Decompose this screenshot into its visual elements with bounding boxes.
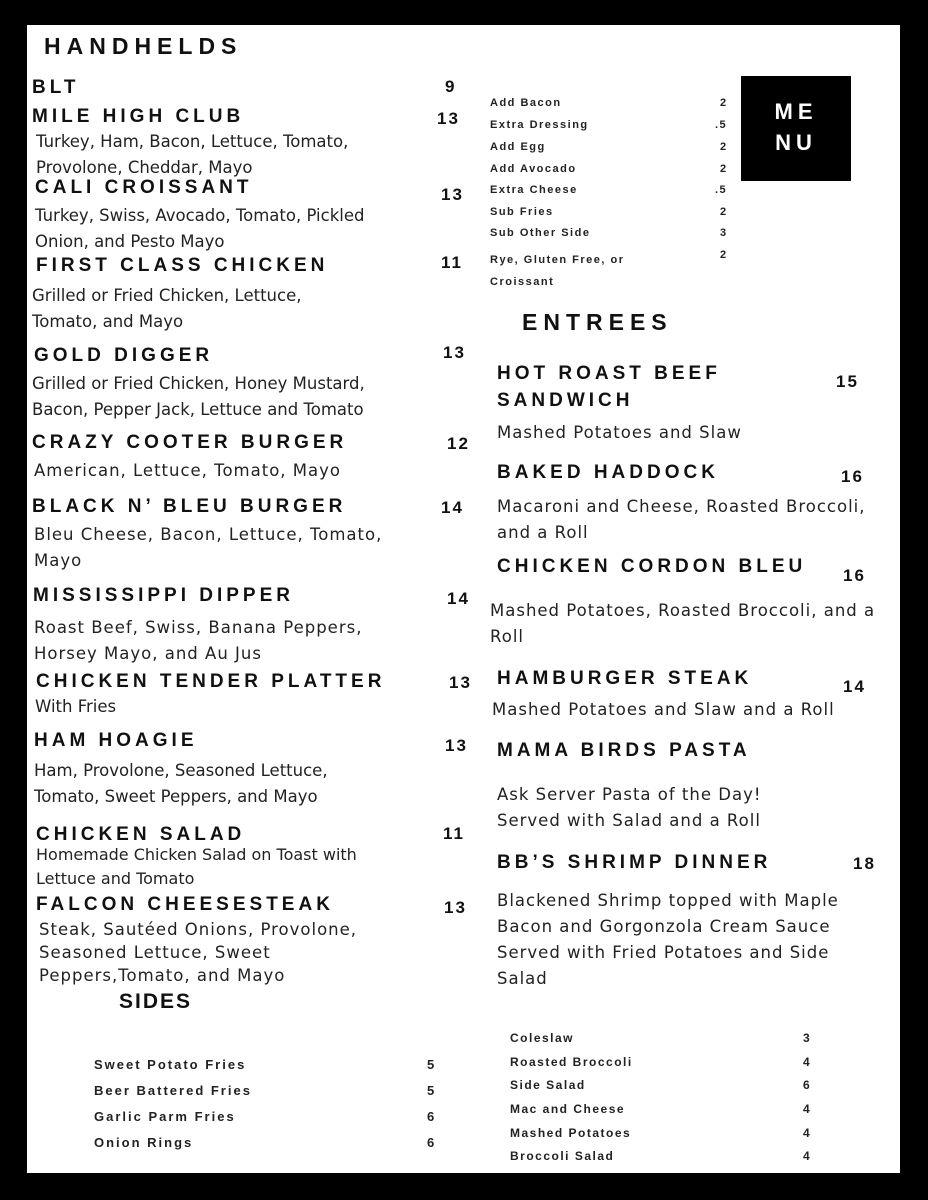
addon-name: Add Avocado [490, 163, 577, 175]
menu-item-description: Turkey, Ham, Bacon, Lettuce, Tomato, Provolone, Cheddar, Mayo [36, 132, 349, 177]
addon-name: Extra Dressing [490, 119, 589, 131]
addon-price: .5 [715, 184, 728, 196]
entree-description: Ask Server Pasta of the Day! Served with Salad and a Roll [497, 785, 762, 830]
side-name: Mac and Cheese [510, 1102, 626, 1116]
side-name: Sweet Potato Fries [94, 1057, 247, 1072]
side-name: Garlic Parm Fries [94, 1109, 236, 1124]
menu-badge [741, 76, 851, 181]
menu-item-price: 11 [443, 824, 465, 843]
menu-item-name: FIRST CLASS CHICKEN [36, 255, 329, 276]
side-name: Onion Rings [94, 1135, 194, 1150]
menu-badge-line2: NU [775, 130, 817, 155]
menu-item-description: Ham, Provolone, Seasoned Lettuce, Tomato, Sweet Peppers, and Mayo [34, 761, 328, 806]
menu-item-price: 14 [441, 498, 464, 517]
addon-price: 2 [720, 163, 728, 175]
menu-item-price: 13 [437, 109, 460, 128]
entree-description: Mashed Potatoes, Roasted Broccoli, and a Roll [490, 601, 876, 646]
side-name: Broccoli Salad [510, 1149, 615, 1163]
side-name: Roasted Broccoli [510, 1055, 633, 1069]
menu-item-description: American, Lettuce, Tomato, Mayo [34, 461, 341, 480]
entree-price: 16 [843, 566, 866, 585]
menu-item-name: FALCON CHEESESTEAK [36, 894, 334, 915]
entree-description: Mashed Potatoes and Slaw and a Roll [492, 700, 835, 719]
menu-item-description: Turkey, Swiss, Avocado, Tomato, Pickled Onion, and Pesto Mayo [35, 206, 365, 251]
addon-name: Add Egg [490, 141, 546, 153]
entree-price: 18 [853, 854, 876, 873]
addon-price: 2 [720, 249, 728, 261]
side-name: Coleslaw [510, 1031, 575, 1045]
addon-price: 2 [720, 141, 728, 153]
entree-name: BAKED HADDOCK [497, 462, 719, 483]
side-price: 6 [803, 1078, 812, 1092]
side-price: 4 [803, 1126, 812, 1140]
menu-item-name: BLACK N’ BLEU BURGER [32, 496, 347, 517]
addon-name: Sub Fries [490, 206, 554, 218]
menu-item-name: GOLD DIGGER [34, 345, 214, 366]
menu-item-price: 11 [441, 253, 463, 272]
addon-price: 3 [720, 227, 728, 239]
addon-price: .5 [715, 119, 728, 131]
menu-item-name: HAM HOAGIE [34, 730, 198, 751]
menu-item-description: Bleu Cheese, Bacon, Lettuce, Tomato, Mayo [34, 525, 383, 570]
addon-name: Add Bacon [490, 97, 562, 109]
addon-price: 2 [720, 206, 728, 218]
side-price: 3 [803, 1031, 812, 1045]
menu-item-name: CHICKEN SALAD [36, 824, 246, 845]
menu-item-price: 9 [445, 77, 457, 96]
handhelds-title: HANDHELDS [44, 33, 243, 59]
entree-description: Mashed Potatoes and Slaw [497, 423, 742, 442]
addon-price: 2 [720, 97, 728, 109]
side-name: Side Salad [510, 1078, 586, 1092]
menu-item-name: MILE HIGH CLUB [32, 106, 245, 127]
menu-item-name: CRAZY COOTER BURGER [32, 432, 348, 453]
entree-name: BB’S SHRIMP DINNER [497, 852, 772, 873]
addon-name: Sub Other Side [490, 227, 591, 239]
addon-name: Rye, Gluten Free, or Croissant [490, 254, 625, 288]
sides-title: SIDES [119, 990, 193, 1013]
menu-item-price: 13 [443, 343, 466, 362]
side-price: 5 [427, 1083, 437, 1098]
menu-item-price: 13 [444, 898, 467, 917]
entrees-title: ENTREES [522, 309, 673, 335]
menu-item-price: 13 [445, 736, 468, 755]
menu-badge-line1: ME [774, 99, 818, 124]
side-name: Mashed Potatoes [510, 1126, 632, 1140]
side-price: 6 [427, 1135, 437, 1150]
menu-item-description: Roast Beef, Swiss, Banana Peppers, Horsey Mayo, and Au Jus [34, 618, 363, 663]
side-price: 4 [803, 1149, 812, 1163]
entree-price: 14 [843, 677, 866, 696]
side-price: 4 [803, 1102, 812, 1116]
menu-item-description: Grilled or Fried Chicken, Honey Mustard, Bacon, Pepper Jack, Lettuce and Tomato [32, 374, 365, 419]
entree-price: 16 [841, 467, 864, 486]
menu-item-price: 14 [447, 589, 470, 608]
menu-item-price: 13 [441, 185, 464, 204]
entree-name: HAMBURGER STEAK [497, 668, 753, 689]
entree-name: CHICKEN CORDON BLEU [497, 556, 807, 577]
menu-page [27, 25, 900, 1173]
side-price: 6 [427, 1109, 437, 1124]
addon-name: Extra Cheese [490, 184, 578, 196]
menu-item-name: MISSISSIPPI DIPPER [33, 585, 294, 606]
side-price: 4 [803, 1055, 812, 1069]
menu-item-name: CALI CROISSANT [35, 177, 253, 198]
menu-item-name: CHICKEN TENDER PLATTER [36, 671, 386, 692]
entree-description: Macaroni and Cheese, Roasted Broccoli, and a Roll [497, 497, 866, 542]
menu-item-price: 13 [449, 673, 472, 692]
entree-description: Blackened Shrimp topped with Maple Bacon and Gorgonzola Cream Sauce Served with Fried Potatoes and Side Salad [497, 891, 839, 988]
menu-item-description: Homemade Chicken Salad on Toast with Lettuce and Tomato [36, 845, 357, 888]
menu-item-price: 12 [447, 434, 470, 453]
side-price: 5 [427, 1057, 437, 1072]
menu-item-description: With Fries [35, 697, 117, 716]
menu-item-description: Steak, Sautéed Onions, Provolone, Seasoned Lettuce, Sweet Peppers,Tomato, and Mayo [39, 920, 358, 985]
menu-item-name: BLT [32, 77, 80, 98]
menu-item-description: Grilled or Fried Chicken, Lettuce, Tomato, and Mayo [32, 286, 302, 331]
entree-name: HOT ROAST BEEF SANDWICH [497, 363, 721, 411]
side-name: Beer Battered Fries [94, 1083, 252, 1098]
entree-price: 15 [836, 372, 859, 391]
entree-name: MAMA BIRDS PASTA [497, 740, 751, 761]
